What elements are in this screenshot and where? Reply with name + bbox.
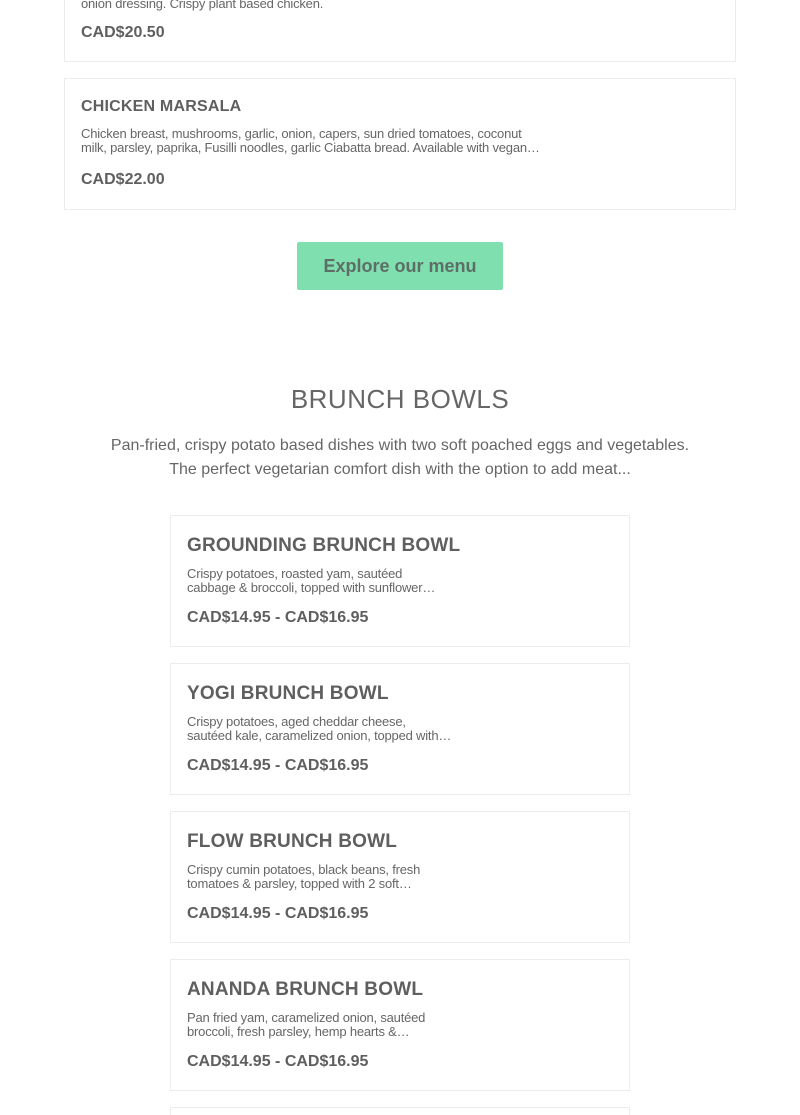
menu-item-card[interactable] bbox=[170, 1107, 630, 1115]
menu-item-price: CAD$20.50 bbox=[81, 24, 165, 41]
description-line: Crispy cumin potatoes, black beans, fresh bbox=[187, 863, 421, 877]
intro-line: The perfect vegetarian comfort dish with the option to add meat... bbox=[169, 461, 631, 478]
description-line: Chicken breast, mushrooms, garlic, onion, capers, sun dried tomatoes, coconut bbox=[81, 127, 522, 141]
menu-item-card[interactable] bbox=[64, 78, 736, 210]
intro-line: Pan-fried, crispy potato based dishes with two soft poached eggs and vegetables. bbox=[110, 437, 690, 454]
menu-item-name: CHICKEN MARSALA bbox=[81, 98, 242, 115]
description-line: tomatoes & parsley, topped with 2 soft… bbox=[187, 877, 412, 891]
menu-item-name: FLOW BRUNCH BOWL bbox=[187, 831, 398, 852]
menu-item-description bbox=[187, 863, 487, 891]
section-title: BRUNCH BOWLS bbox=[290, 384, 510, 414]
description-line: cabbage & broccoli, topped with sunflower… bbox=[187, 581, 436, 595]
menu-item-name: ANANDA BRUNCH BOWL bbox=[187, 979, 424, 1000]
menu-item-price: CAD$14.95 - CAD$16.95 bbox=[187, 905, 369, 922]
menu-item-description bbox=[81, 127, 601, 155]
menu-item-price: CAD$14.95 - CAD$16.95 bbox=[187, 609, 369, 626]
menu-item-card[interactable] bbox=[170, 959, 630, 1091]
explore-menu-button[interactable]: Explore our menu bbox=[297, 242, 503, 290]
menu-item-card[interactable] bbox=[170, 515, 630, 647]
description-line: onion dressing. Crispy plant based chicken. bbox=[81, 0, 324, 11]
menu-item-price: CAD$14.95 - CAD$16.95 bbox=[187, 1053, 369, 1070]
menu-item-card[interactable] bbox=[170, 811, 630, 943]
description-line: Pan fried yam, caramelized onion, sautéed bbox=[187, 1011, 426, 1025]
menu-item-description bbox=[81, 0, 601, 11]
menu-item-name: GROUNDING BRUNCH BOWL bbox=[187, 535, 461, 556]
section-intro bbox=[0, 434, 800, 482]
menu-item-description bbox=[187, 1011, 487, 1039]
description-line: milk, parsley, paprika, Fusilli noodles, garlic Ciabatta bread. Available with vegan… bbox=[81, 141, 540, 155]
description-line: Crispy potatoes, roasted yam, sautéed bbox=[187, 567, 403, 581]
description-line: broccoli, fresh parsley, hemp hearts &… bbox=[187, 1025, 410, 1039]
menu-item-description bbox=[187, 715, 487, 743]
menu-item-price: CAD$22.00 bbox=[81, 171, 165, 188]
menu-item-name: YOGI BRUNCH BOWL bbox=[187, 683, 389, 704]
menu-item-card[interactable] bbox=[170, 663, 630, 795]
menu-item-card[interactable] bbox=[64, 0, 736, 62]
description-line: sautéed kale, caramelized onion, topped with… bbox=[187, 729, 452, 743]
menu-item-description bbox=[187, 567, 487, 595]
menu-item-price: CAD$14.95 - CAD$16.95 bbox=[187, 757, 369, 774]
description-line: Crispy potatoes, aged cheddar cheese, bbox=[187, 715, 406, 729]
